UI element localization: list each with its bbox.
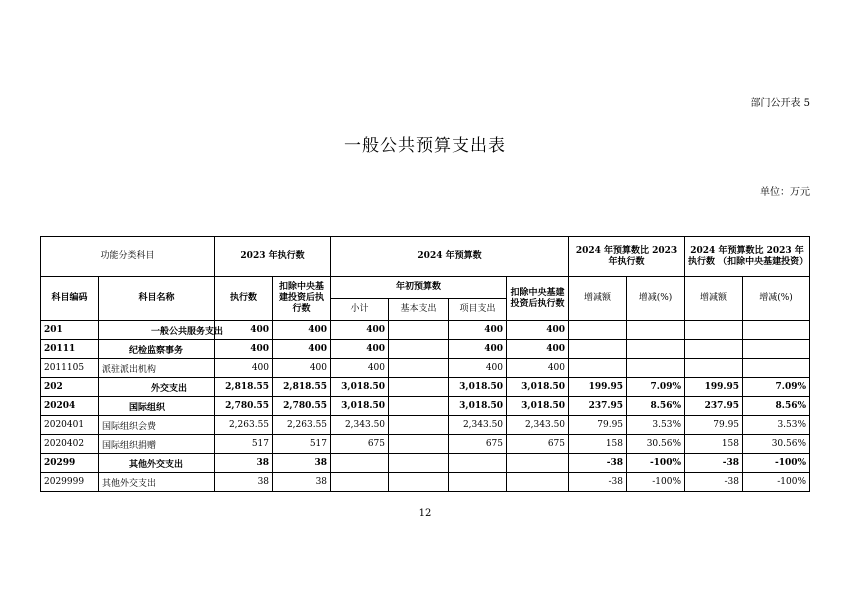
cell-exec-excl: 38 — [273, 473, 331, 492]
cell-name: 派驻派出机构 — [99, 359, 215, 378]
cell-change-excl — [685, 321, 743, 340]
cell-code: 202 — [41, 378, 99, 397]
table-body — [41, 321, 810, 492]
cell-exec: 400 — [215, 340, 273, 359]
cell-subtotal: 400 — [331, 359, 389, 378]
cell-subtotal: 3,018.50 — [331, 378, 389, 397]
table-row — [41, 378, 810, 397]
cell-change-excl: 158 — [685, 435, 743, 454]
table-number-note: 部门公开表 5 — [750, 98, 810, 109]
cell-subtotal: 3,018.50 — [331, 397, 389, 416]
cell-basic — [389, 454, 449, 473]
cell-code: 20204 — [41, 397, 99, 416]
cell-exec-excl: 517 — [273, 435, 331, 454]
header-category: 功能分类科目 — [41, 237, 215, 277]
cell-budget-excl — [507, 454, 569, 473]
cell-name: 外交支出 — [99, 378, 215, 397]
cell-subtotal: 2,343.50 — [331, 416, 389, 435]
cell-change-pct-excl: -100% — [743, 473, 810, 492]
table-row — [41, 435, 810, 454]
cell-exec: 38 — [215, 454, 273, 473]
header-exec: 执行数 — [215, 277, 273, 321]
table-row — [41, 454, 810, 473]
header-budget-excl: 扣除中央基建投资后执行数 — [507, 277, 569, 321]
header-name: 科目名称 — [99, 277, 215, 321]
cell-change-pct-excl: 30.56% — [743, 435, 810, 454]
cell-project: 400 — [449, 340, 507, 359]
cell-change-excl: -38 — [685, 473, 743, 492]
cell-basic — [389, 359, 449, 378]
cell-project: 3,018.50 — [449, 397, 507, 416]
cell-change: 237.95 — [569, 397, 627, 416]
cell-project — [449, 473, 507, 492]
cell-change-pct: -100% — [627, 473, 685, 492]
cell-budget-excl: 400 — [507, 359, 569, 378]
header-change-amount: 增减额 — [569, 277, 627, 321]
page-title: 一般公共预算支出表 — [344, 136, 506, 156]
cell-code: 201 — [41, 321, 99, 340]
header-change-pct: 增减(%) — [627, 277, 685, 321]
cell-exec-excl: 400 — [273, 321, 331, 340]
cell-project: 2,343.50 — [449, 416, 507, 435]
cell-exec-excl: 2,263.55 — [273, 416, 331, 435]
cell-project: 400 — [449, 359, 507, 378]
cell-change-excl — [685, 340, 743, 359]
cell-change-pct: 3.53% — [627, 416, 685, 435]
cell-change-excl: 79.95 — [685, 416, 743, 435]
header-exec-2023: 2023 年执行数 — [215, 237, 331, 277]
cell-project: 675 — [449, 435, 507, 454]
cell-change-excl: 237.95 — [685, 397, 743, 416]
table-row — [41, 473, 810, 492]
cell-basic — [389, 321, 449, 340]
cell-change-excl: -38 — [685, 454, 743, 473]
cell-budget-excl: 2,343.50 — [507, 416, 569, 435]
cell-change-pct-excl — [743, 359, 810, 378]
cell-code: 20299 — [41, 454, 99, 473]
cell-subtotal: 675 — [331, 435, 389, 454]
cell-change-pct — [627, 359, 685, 378]
header-subtotal: 小计 — [331, 299, 389, 321]
cell-budget-excl — [507, 473, 569, 492]
cell-budget-excl: 675 — [507, 435, 569, 454]
cell-basic — [389, 397, 449, 416]
cell-budget-excl: 400 — [507, 321, 569, 340]
cell-change-pct — [627, 340, 685, 359]
header-budget-2024: 2024 年预算数 — [331, 237, 569, 277]
header-code: 科目编码 — [41, 277, 99, 321]
cell-change — [569, 321, 627, 340]
table-row — [41, 397, 810, 416]
cell-subtotal: 400 — [331, 340, 389, 359]
cell-code: 2020401 — [41, 416, 99, 435]
cell-change-pct: 7.09% — [627, 378, 685, 397]
cell-basic — [389, 340, 449, 359]
cell-exec: 517 — [215, 435, 273, 454]
cell-exec-excl: 400 — [273, 359, 331, 378]
header-project: 项目支出 — [449, 299, 507, 321]
cell-exec-excl: 2,818.55 — [273, 378, 331, 397]
cell-change-pct-excl: 7.09% — [743, 378, 810, 397]
table-row — [41, 416, 810, 435]
cell-subtotal — [331, 473, 389, 492]
header-compare: 2024 年预算数比 2023 年执行数 — [569, 237, 685, 277]
cell-change-pct: 30.56% — [627, 435, 685, 454]
cell-change-pct-excl: -100% — [743, 454, 810, 473]
cell-exec-excl: 38 — [273, 454, 331, 473]
cell-name: 国际组织 — [99, 397, 215, 416]
cell-change-pct: 8.56% — [627, 397, 685, 416]
cell-change: -38 — [569, 454, 627, 473]
cell-basic — [389, 473, 449, 492]
cell-change — [569, 359, 627, 378]
cell-exec: 2,263.55 — [215, 416, 273, 435]
cell-change-excl: 199.95 — [685, 378, 743, 397]
cell-change: 79.95 — [569, 416, 627, 435]
table-row — [41, 340, 810, 359]
cell-code: 2011105 — [41, 359, 99, 378]
cell-name: 纪检监察事务 — [99, 340, 215, 359]
cell-name: 其他外交支出 — [99, 454, 215, 473]
table-row — [41, 359, 810, 378]
cell-code: 2029999 — [41, 473, 99, 492]
cell-name: 其他外交支出 — [99, 473, 215, 492]
page-number: 12 — [418, 508, 432, 519]
cell-budget-excl: 400 — [507, 340, 569, 359]
cell-change-pct — [627, 321, 685, 340]
cell-project — [449, 454, 507, 473]
cell-change-pct-excl: 8.56% — [743, 397, 810, 416]
header-compare-excl: 2024 年预算数比 2023 年执行数 （扣除中央基建投资） — [685, 237, 810, 277]
cell-budget-excl: 3,018.50 — [507, 378, 569, 397]
table-row — [41, 321, 810, 340]
cell-exec: 38 — [215, 473, 273, 492]
cell-project: 400 — [449, 321, 507, 340]
cell-change — [569, 340, 627, 359]
cell-name: 国际组织会费 — [99, 416, 215, 435]
cell-change: 158 — [569, 435, 627, 454]
header-basic: 基本支出 — [389, 299, 449, 321]
cell-exec-excl: 400 — [273, 340, 331, 359]
cell-exec: 2,818.55 — [215, 378, 273, 397]
cell-subtotal: 400 — [331, 321, 389, 340]
cell-change-pct-excl — [743, 340, 810, 359]
budget-table — [40, 236, 810, 492]
cell-subtotal — [331, 454, 389, 473]
header-exec-excl: 扣除中央基建投资后执行数 — [273, 277, 331, 321]
cell-name: 一般公共服务支出 — [99, 321, 215, 340]
header-change-amount-excl: 增减额 — [685, 277, 743, 321]
cell-basic — [389, 416, 449, 435]
cell-code: 20111 — [41, 340, 99, 359]
header-initial-budget: 年初预算数 — [331, 277, 507, 299]
cell-code: 2020402 — [41, 435, 99, 454]
cell-change-pct-excl: 3.53% — [743, 416, 810, 435]
cell-project: 3,018.50 — [449, 378, 507, 397]
cell-name: 国际组织捐赠 — [99, 435, 215, 454]
cell-change-pct: -100% — [627, 454, 685, 473]
cell-budget-excl: 3,018.50 — [507, 397, 569, 416]
cell-basic — [389, 378, 449, 397]
cell-change: -38 — [569, 473, 627, 492]
cell-change: 199.95 — [569, 378, 627, 397]
cell-exec: 2,780.55 — [215, 397, 273, 416]
cell-change-pct-excl — [743, 321, 810, 340]
cell-change-excl — [685, 359, 743, 378]
cell-basic — [389, 435, 449, 454]
cell-exec: 400 — [215, 321, 273, 340]
cell-exec-excl: 2,780.55 — [273, 397, 331, 416]
header-change-pct-excl: 增减(%) — [743, 277, 810, 321]
unit-label: 单位：万元 — [760, 187, 810, 198]
cell-exec: 400 — [215, 359, 273, 378]
